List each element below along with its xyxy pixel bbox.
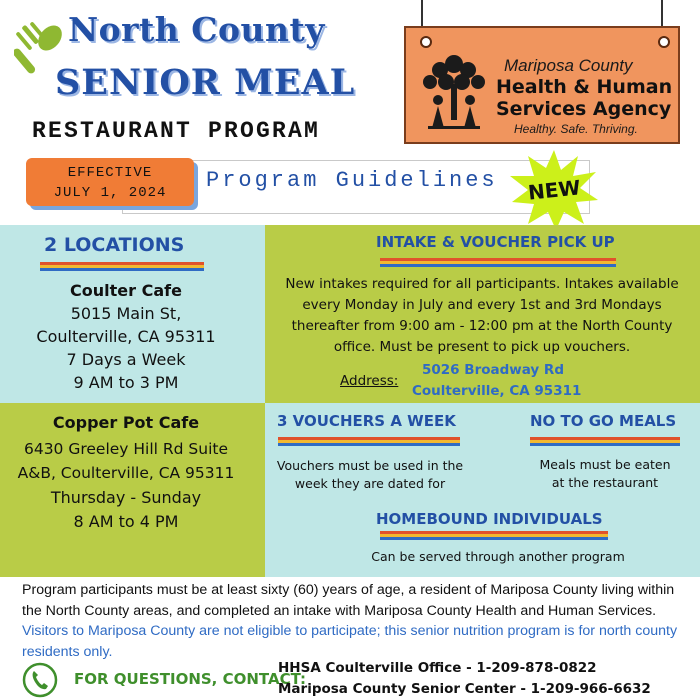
heading-stripes	[380, 258, 616, 267]
eligibility-text: Program participants must be at least sixty (60) years of age, a resident of Mariposa County living within the North County areas, and completed an intake with Mariposa County Health and Human Services.	[22, 582, 675, 619]
copper-hours: 8 AM to 4 PM	[73, 512, 179, 531]
contact-label: FOR QUESTIONS, CONTACT:	[74, 670, 307, 688]
program-guidelines-label: Program Guidelines	[206, 168, 498, 193]
intake-address-line2: Coulterville, CA 95311	[412, 383, 582, 399]
agency-line-services: Services Agency	[496, 98, 672, 120]
to-go-text-line1: Meals must be eaten	[539, 457, 671, 472]
subtitle-restaurant-program: RESTAURANT PROGRAM	[32, 118, 321, 144]
coulter-cafe-name: Coulter Cafe	[70, 281, 182, 300]
vouchers-text-line1: Vouchers must be used in the	[276, 458, 464, 473]
vouchers-text-line2: week they are dated for	[294, 476, 446, 491]
copper-address-line2: A&B, Coulterville, CA 95311	[17, 464, 235, 482]
eligibility-notice: Visitors to Mariposa County are not eligible to participate; this senior nutrition program is for north county residents only.	[22, 623, 678, 660]
new-badge: NEW	[526, 175, 582, 205]
copper-address-line1: 6430 Greeley Hill Rd Suite	[23, 440, 229, 458]
agency-line-health: Health & Human	[496, 76, 673, 98]
copper-days: Thursday - Sunday	[50, 488, 202, 507]
intake-text-line1: New intakes required for all participants. Intakes available	[285, 276, 679, 292]
intake-text-line2: every Monday in July and every 1st and 3rd Mondays	[302, 297, 662, 313]
coulter-hours: 9 AM to 3 PM	[73, 373, 179, 392]
to-go-text-line2: at the restaurant	[551, 475, 659, 490]
to-go-heading: NO TO GO MEALS	[530, 412, 677, 430]
agency-tagline: Healthy. Safe. Thriving.	[514, 122, 638, 136]
homebound-text: Can be served through another program	[371, 549, 625, 564]
eligibility-paragraph	[22, 580, 694, 662]
title-north-county: North County	[68, 10, 325, 49]
family-tree-icon	[418, 50, 490, 130]
coulter-days: 7 Days a Week	[66, 350, 186, 369]
intake-heading: INTAKE & VOUCHER PICK UP	[376, 233, 615, 251]
contact-senior-center: Mariposa County Senior Center - 1-209-966-6632	[278, 681, 651, 697]
effective-date: JULY 1, 2024	[53, 185, 167, 201]
coulter-address-line2: Coulterville, CA 95311	[36, 327, 216, 346]
vouchers-heading: 3 VOUCHERS A WEEK	[277, 412, 456, 430]
intake-text-line4: office. Must be present to pick up vouchers.	[333, 339, 631, 355]
sign-hole-icon	[658, 36, 670, 48]
effective-date-badge	[26, 158, 194, 206]
heading-stripes	[380, 531, 608, 540]
contact-hhsa-office: HHSA Coulterville Office - 1-209-878-0822	[278, 660, 597, 676]
effective-label: EFFECTIVE	[67, 165, 153, 181]
intake-address-label: Address:	[340, 373, 399, 389]
locations-heading: 2 LOCATIONS	[44, 234, 185, 256]
sign-hole-icon	[420, 36, 432, 48]
intake-address-line1: 5026 Broadway Rd	[422, 362, 564, 378]
coulter-address-line1: 5015 Main St,	[70, 304, 182, 323]
agency-sign	[404, 26, 680, 144]
title-senior-meal: SENIOR MEAL	[55, 62, 356, 103]
homebound-heading: HOMEBOUND INDIVIDUALS	[376, 510, 603, 528]
heading-stripes	[40, 262, 204, 271]
phone-icon	[22, 662, 58, 698]
heading-stripes	[278, 437, 460, 446]
copper-pot-name: Copper Pot Cafe	[52, 413, 200, 432]
intake-text-line3: thereafter from 9:00 am - 12:00 pm at the North County	[291, 318, 673, 334]
agency-line-mariposa: Mariposa County	[504, 56, 633, 75]
heading-stripes	[530, 437, 680, 446]
